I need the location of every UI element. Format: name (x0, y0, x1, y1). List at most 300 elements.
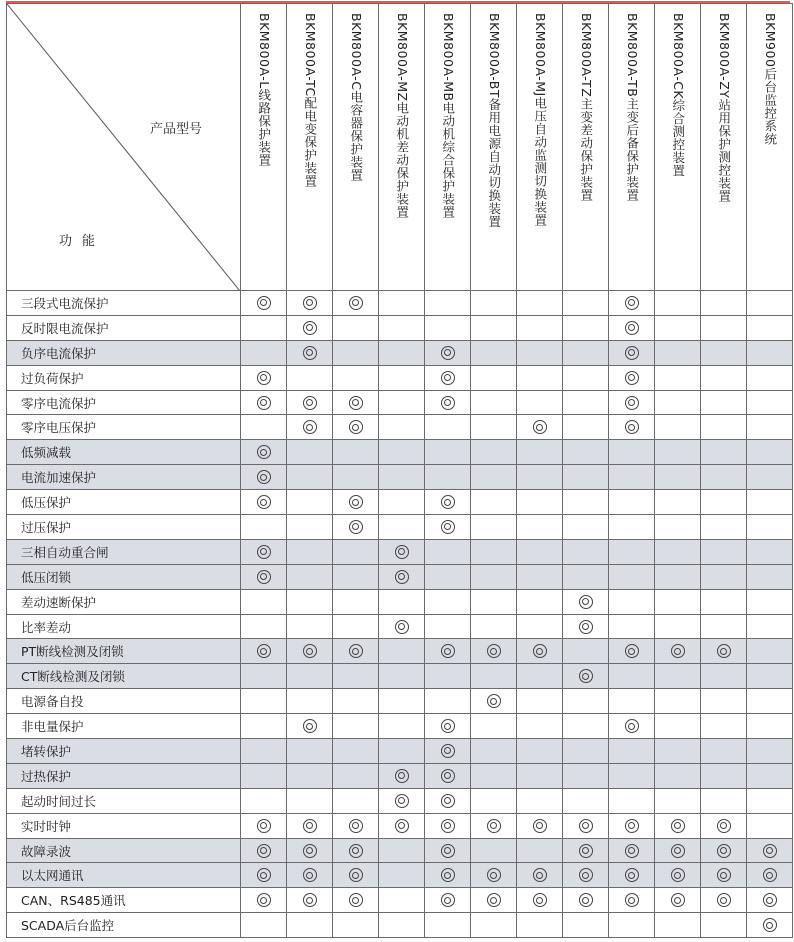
table-row (7, 515, 793, 540)
double-circle-icon (717, 893, 731, 907)
support-cell (241, 913, 287, 938)
double-circle-icon (579, 819, 593, 833)
double-circle-icon (257, 819, 271, 833)
table-row (7, 863, 793, 888)
support-cell (747, 614, 793, 639)
table-row (7, 490, 793, 515)
corner-cell (7, 4, 241, 291)
support-cell (747, 390, 793, 415)
double-circle-icon (763, 868, 777, 882)
support-cell (379, 913, 425, 938)
support-cell (609, 415, 655, 440)
function-name: 差动速断保护 (7, 589, 241, 614)
support-cell (655, 639, 701, 664)
support-cell (517, 913, 563, 938)
support-cell (287, 340, 333, 365)
support-cell (609, 440, 655, 465)
double-circle-icon (579, 595, 593, 609)
double-circle-icon (441, 719, 455, 733)
support-cell (609, 714, 655, 739)
support-cell (701, 614, 747, 639)
double-circle-icon (257, 371, 271, 385)
support-cell (471, 539, 517, 564)
function-name: 负序电流保护 (7, 340, 241, 365)
support-cell (379, 763, 425, 788)
support-cell (517, 614, 563, 639)
support-cell (563, 440, 609, 465)
product-column-header (471, 4, 517, 291)
support-cell (425, 838, 471, 863)
support-cell (517, 564, 563, 589)
support-cell (747, 813, 793, 838)
function-name: 过热保护 (7, 763, 241, 788)
support-cell (425, 788, 471, 813)
double-circle-icon (303, 296, 317, 310)
support-cell (517, 838, 563, 863)
support-cell (655, 440, 701, 465)
support-cell (747, 888, 793, 913)
support-cell (701, 564, 747, 589)
double-circle-icon (441, 819, 455, 833)
double-circle-icon (671, 644, 685, 658)
double-circle-icon (625, 346, 639, 360)
product-name: BKM800A-C电容器保护装置 (348, 13, 364, 182)
support-cell (287, 763, 333, 788)
support-cell (471, 415, 517, 440)
table-row (7, 714, 793, 739)
support-cell (563, 714, 609, 739)
double-circle-icon (579, 868, 593, 882)
support-cell (609, 539, 655, 564)
support-cell (517, 589, 563, 614)
double-circle-icon (349, 819, 363, 833)
support-cell (379, 739, 425, 764)
table-row (7, 340, 793, 365)
support-cell (379, 639, 425, 664)
support-cell (747, 465, 793, 490)
support-cell (609, 515, 655, 540)
support-cell (563, 888, 609, 913)
product-column-header (563, 4, 609, 291)
function-name: 三相自动重合闸 (7, 539, 241, 564)
table-row (7, 739, 793, 764)
support-cell (609, 315, 655, 340)
support-cell (425, 589, 471, 614)
support-cell (563, 465, 609, 490)
support-cell (655, 714, 701, 739)
support-cell (471, 813, 517, 838)
double-circle-icon (441, 868, 455, 882)
support-cell (287, 465, 333, 490)
support-cell (379, 415, 425, 440)
support-cell (241, 490, 287, 515)
support-cell (241, 813, 287, 838)
support-cell (747, 440, 793, 465)
support-cell (471, 490, 517, 515)
support-cell (609, 863, 655, 888)
support-cell (333, 365, 379, 390)
support-cell (609, 888, 655, 913)
support-cell (333, 315, 379, 340)
support-cell (471, 888, 517, 913)
support-cell (747, 714, 793, 739)
double-circle-icon (625, 893, 639, 907)
support-cell (655, 913, 701, 938)
double-circle-icon (395, 620, 409, 634)
support-cell (425, 714, 471, 739)
function-matrix-table (6, 3, 793, 938)
support-cell (425, 390, 471, 415)
support-cell (379, 664, 425, 689)
support-cell (517, 490, 563, 515)
support-cell (379, 365, 425, 390)
product-name: BKM800A-TB主变后备保护装置 (624, 13, 640, 202)
support-cell (747, 515, 793, 540)
support-cell (471, 863, 517, 888)
support-cell (517, 788, 563, 813)
double-circle-icon (257, 893, 271, 907)
function-name: 过压保护 (7, 515, 241, 540)
support-cell (655, 415, 701, 440)
double-circle-icon (533, 868, 547, 882)
double-circle-icon (257, 445, 271, 459)
support-cell (609, 664, 655, 689)
support-cell (563, 365, 609, 390)
support-cell (747, 639, 793, 664)
support-cell (333, 465, 379, 490)
support-cell (563, 664, 609, 689)
table-row (7, 788, 793, 813)
product-column-header (379, 4, 425, 291)
support-cell (287, 913, 333, 938)
support-cell (241, 465, 287, 490)
support-cell (333, 888, 379, 913)
support-cell (287, 589, 333, 614)
double-circle-icon (625, 321, 639, 335)
support-cell (241, 291, 287, 316)
support-cell (517, 739, 563, 764)
support-cell (609, 564, 655, 589)
support-cell (517, 365, 563, 390)
support-cell (701, 813, 747, 838)
support-cell (609, 365, 655, 390)
support-cell (747, 589, 793, 614)
support-cell (701, 888, 747, 913)
support-cell (333, 440, 379, 465)
support-cell (287, 888, 333, 913)
support-cell (747, 763, 793, 788)
table-row (7, 390, 793, 415)
double-circle-icon (257, 470, 271, 484)
double-circle-icon (257, 545, 271, 559)
support-cell (701, 639, 747, 664)
double-circle-icon (717, 819, 731, 833)
double-circle-icon (349, 396, 363, 410)
support-cell (379, 589, 425, 614)
function-label: 功能 (59, 234, 106, 249)
double-circle-icon (303, 719, 317, 733)
support-cell (517, 440, 563, 465)
support-cell (379, 465, 425, 490)
product-name: BKM800A-CK综合测控装置 (670, 13, 686, 178)
support-cell (609, 639, 655, 664)
support-cell (425, 913, 471, 938)
support-cell (563, 813, 609, 838)
product-column-header (333, 4, 379, 291)
support-cell (609, 291, 655, 316)
support-cell (517, 714, 563, 739)
support-cell (425, 689, 471, 714)
support-cell (701, 539, 747, 564)
product-column-header (287, 4, 333, 291)
support-cell (425, 763, 471, 788)
support-cell (333, 763, 379, 788)
table-row (7, 415, 793, 440)
support-cell (517, 539, 563, 564)
support-cell (609, 739, 655, 764)
double-circle-icon (395, 545, 409, 559)
support-cell (471, 564, 517, 589)
support-cell (609, 788, 655, 813)
double-circle-icon (533, 644, 547, 658)
support-cell (287, 788, 333, 813)
product-column-header (425, 4, 471, 291)
support-cell (701, 390, 747, 415)
product-column-header (701, 4, 747, 291)
support-cell (425, 465, 471, 490)
support-cell (333, 913, 379, 938)
support-cell (563, 291, 609, 316)
support-cell (379, 490, 425, 515)
support-cell (609, 813, 655, 838)
double-circle-icon (303, 644, 317, 658)
support-cell (747, 315, 793, 340)
double-circle-icon (349, 893, 363, 907)
support-cell (655, 788, 701, 813)
support-cell (333, 415, 379, 440)
support-cell (471, 614, 517, 639)
support-cell (701, 689, 747, 714)
support-cell (379, 291, 425, 316)
support-cell (287, 365, 333, 390)
support-cell (701, 913, 747, 938)
double-circle-icon (395, 570, 409, 584)
double-circle-icon (487, 819, 501, 833)
product-column-header (517, 4, 563, 291)
support-cell (471, 340, 517, 365)
double-circle-icon (303, 844, 317, 858)
support-cell (517, 415, 563, 440)
product-column-header (747, 4, 793, 291)
support-cell (655, 291, 701, 316)
double-circle-icon (763, 893, 777, 907)
product-name: BKM800A-MB电动机综合保护装置 (440, 13, 456, 219)
support-cell (701, 465, 747, 490)
support-cell (701, 315, 747, 340)
support-cell (471, 838, 517, 863)
double-circle-icon (441, 520, 455, 534)
double-circle-icon (579, 844, 593, 858)
support-cell (655, 813, 701, 838)
product-name: BKM800A-TC配电变保护装置 (302, 13, 318, 188)
support-cell (563, 689, 609, 714)
table-row (7, 664, 793, 689)
double-circle-icon (763, 844, 777, 858)
support-cell (609, 390, 655, 415)
support-cell (655, 465, 701, 490)
double-circle-icon (717, 844, 731, 858)
function-name: 零序电流保护 (7, 390, 241, 415)
support-cell (333, 714, 379, 739)
support-cell (655, 664, 701, 689)
support-cell (517, 515, 563, 540)
support-cell (425, 639, 471, 664)
support-cell (655, 515, 701, 540)
support-cell (241, 763, 287, 788)
support-cell (471, 315, 517, 340)
support-cell (747, 913, 793, 938)
support-cell (563, 838, 609, 863)
double-circle-icon (303, 819, 317, 833)
support-cell (287, 291, 333, 316)
support-cell (701, 291, 747, 316)
support-cell (609, 589, 655, 614)
support-cell (379, 440, 425, 465)
product-column-header (609, 4, 655, 291)
support-cell (517, 291, 563, 316)
support-cell (563, 739, 609, 764)
double-circle-icon (441, 844, 455, 858)
function-name: 低压保护 (7, 490, 241, 515)
double-circle-icon (533, 819, 547, 833)
double-circle-icon (487, 644, 501, 658)
table-row (7, 763, 793, 788)
support-cell (517, 689, 563, 714)
support-cell (747, 788, 793, 813)
support-cell (471, 515, 517, 540)
support-cell (747, 739, 793, 764)
support-cell (701, 838, 747, 863)
support-cell (471, 913, 517, 938)
support-cell (747, 689, 793, 714)
support-cell (241, 315, 287, 340)
product-name: BKM800A-MJ电压自动监测切换装置 (532, 13, 548, 227)
table-row (7, 639, 793, 664)
double-circle-icon (533, 420, 547, 434)
support-cell (517, 664, 563, 689)
support-cell (609, 340, 655, 365)
support-cell (379, 888, 425, 913)
double-circle-icon (303, 868, 317, 882)
product-column-header (655, 4, 701, 291)
double-circle-icon (395, 794, 409, 808)
support-cell (747, 564, 793, 589)
support-cell (379, 564, 425, 589)
support-cell (701, 440, 747, 465)
double-circle-icon (349, 844, 363, 858)
support-cell (287, 315, 333, 340)
function-name: 低频减载 (7, 440, 241, 465)
double-circle-icon (625, 396, 639, 410)
support-cell (241, 664, 287, 689)
support-cell (471, 664, 517, 689)
support-cell (655, 739, 701, 764)
function-name: 电源备自投 (7, 689, 241, 714)
support-cell (517, 763, 563, 788)
table-row (7, 365, 793, 390)
support-cell (333, 788, 379, 813)
support-cell (241, 515, 287, 540)
support-cell (563, 515, 609, 540)
support-cell (471, 365, 517, 390)
support-cell (701, 515, 747, 540)
support-cell (471, 639, 517, 664)
support-cell (425, 739, 471, 764)
support-cell (425, 315, 471, 340)
support-cell (701, 365, 747, 390)
support-cell (425, 365, 471, 390)
support-cell (379, 689, 425, 714)
double-circle-icon (395, 819, 409, 833)
support-cell (287, 614, 333, 639)
support-cell (563, 490, 609, 515)
support-cell (563, 614, 609, 639)
function-name: 电流加速保护 (7, 465, 241, 490)
support-cell (563, 639, 609, 664)
support-cell (655, 390, 701, 415)
double-circle-icon (763, 918, 777, 932)
function-name: CT断线检测及闭锁 (7, 664, 241, 689)
double-circle-icon (625, 644, 639, 658)
function-name: 起动时间过长 (7, 788, 241, 813)
support-cell (241, 888, 287, 913)
table-row (7, 315, 793, 340)
support-cell (655, 763, 701, 788)
double-circle-icon (441, 396, 455, 410)
support-cell (425, 664, 471, 689)
double-circle-icon (441, 495, 455, 509)
support-cell (333, 739, 379, 764)
support-cell (655, 589, 701, 614)
support-cell (747, 838, 793, 863)
table-body (7, 291, 793, 938)
support-cell (655, 614, 701, 639)
product-name: BKM800A-MZ电动机差动保护装置 (394, 13, 410, 219)
support-cell (701, 340, 747, 365)
double-circle-icon (671, 868, 685, 882)
support-cell (517, 888, 563, 913)
double-circle-icon (441, 644, 455, 658)
support-cell (287, 440, 333, 465)
support-cell (379, 539, 425, 564)
support-cell (379, 813, 425, 838)
double-circle-icon (487, 868, 501, 882)
support-cell (517, 340, 563, 365)
support-cell (241, 365, 287, 390)
table-row (7, 813, 793, 838)
double-circle-icon (671, 844, 685, 858)
support-cell (517, 465, 563, 490)
support-cell (333, 614, 379, 639)
support-cell (609, 614, 655, 639)
double-circle-icon (349, 868, 363, 882)
support-cell (241, 539, 287, 564)
double-circle-icon (487, 893, 501, 907)
support-cell (471, 739, 517, 764)
support-cell (701, 664, 747, 689)
table-row (7, 564, 793, 589)
support-cell (517, 315, 563, 340)
